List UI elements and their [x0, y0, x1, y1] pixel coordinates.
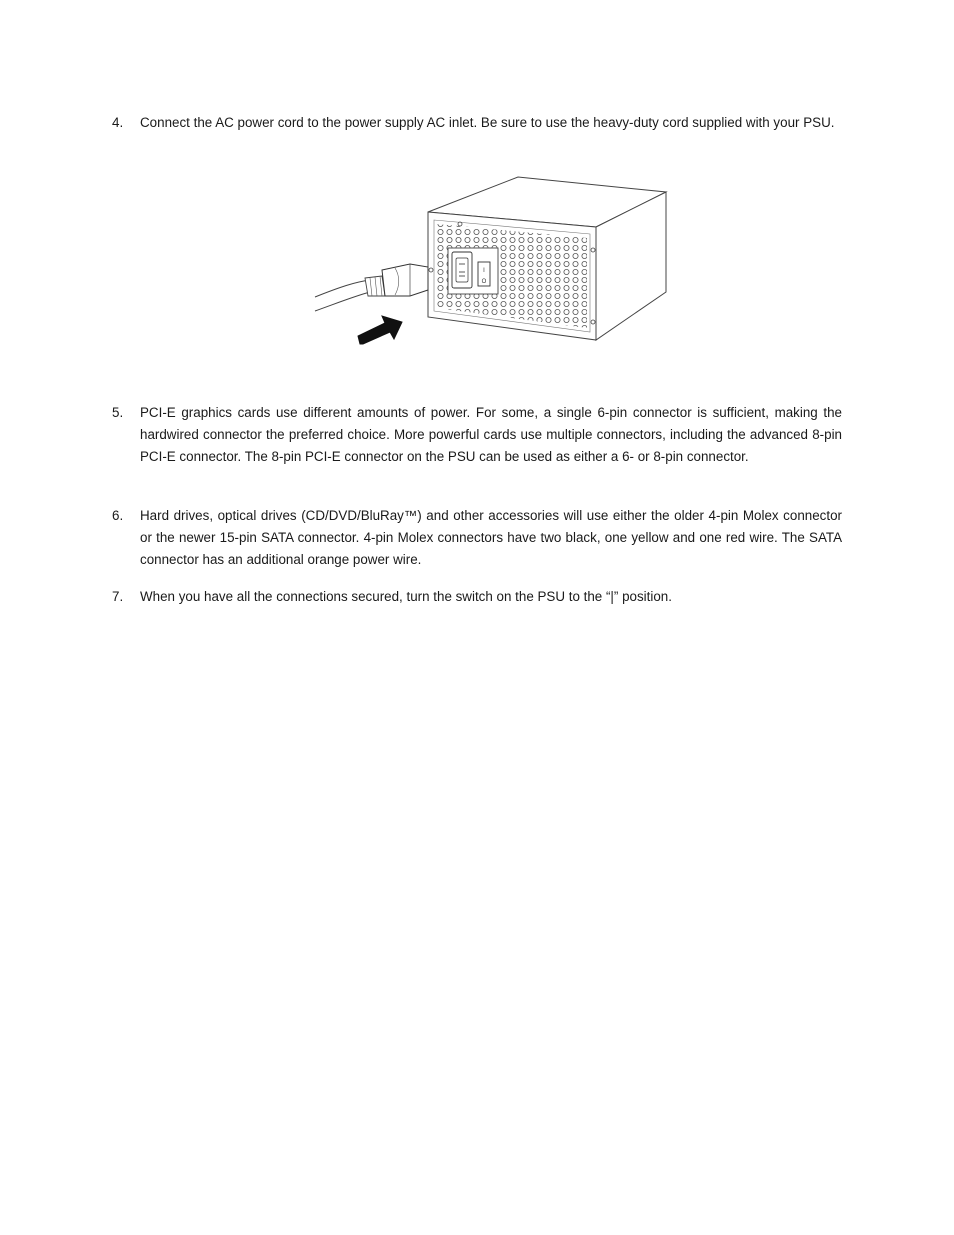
switch-off-mark: O — [481, 279, 487, 285]
step-5 — [112, 402, 842, 467]
step-text: PCI-E graphics cards use different amounts of power. For some, a single 6-pin connector is sufficient, making the hardwired connector the preferred choice. More powerful cards use multiple connectors, including the advanced 8-pin PCI-E connector. The 8-pin PCI-E connector on the PSU can be used as either a 6- or 8-pin connector. — [140, 405, 842, 464]
step-number: 7. — [112, 589, 124, 604]
step-number: 4. — [112, 115, 124, 130]
switch-on-mark: I — [483, 268, 485, 274]
step-text: When you have all the connections secured, turn the switch on the PSU to the “|” position. — [140, 589, 672, 604]
step-text: Hard drives, optical drives (CD/DVD/BluRay™) and other accessories will use either the older 4-pin Molex connector or the newer 15-pin SATA connector. 4-pin Molex connectors have two black, one yellow and one red wire. The SATA connector has an additional orange power wire. — [140, 508, 842, 567]
step-number: 5. — [112, 405, 124, 420]
step-4 — [112, 112, 842, 134]
psu-power-cord-icon — [310, 172, 670, 352]
psu-illustration — [310, 172, 670, 352]
step-number: 6. — [112, 508, 124, 523]
step-text: Connect the AC power cord to the power supply AC inlet. Be sure to use the heavy-duty cord supplied with your PSU. — [140, 115, 835, 130]
step-6 — [112, 505, 842, 570]
step-7 — [112, 586, 842, 608]
